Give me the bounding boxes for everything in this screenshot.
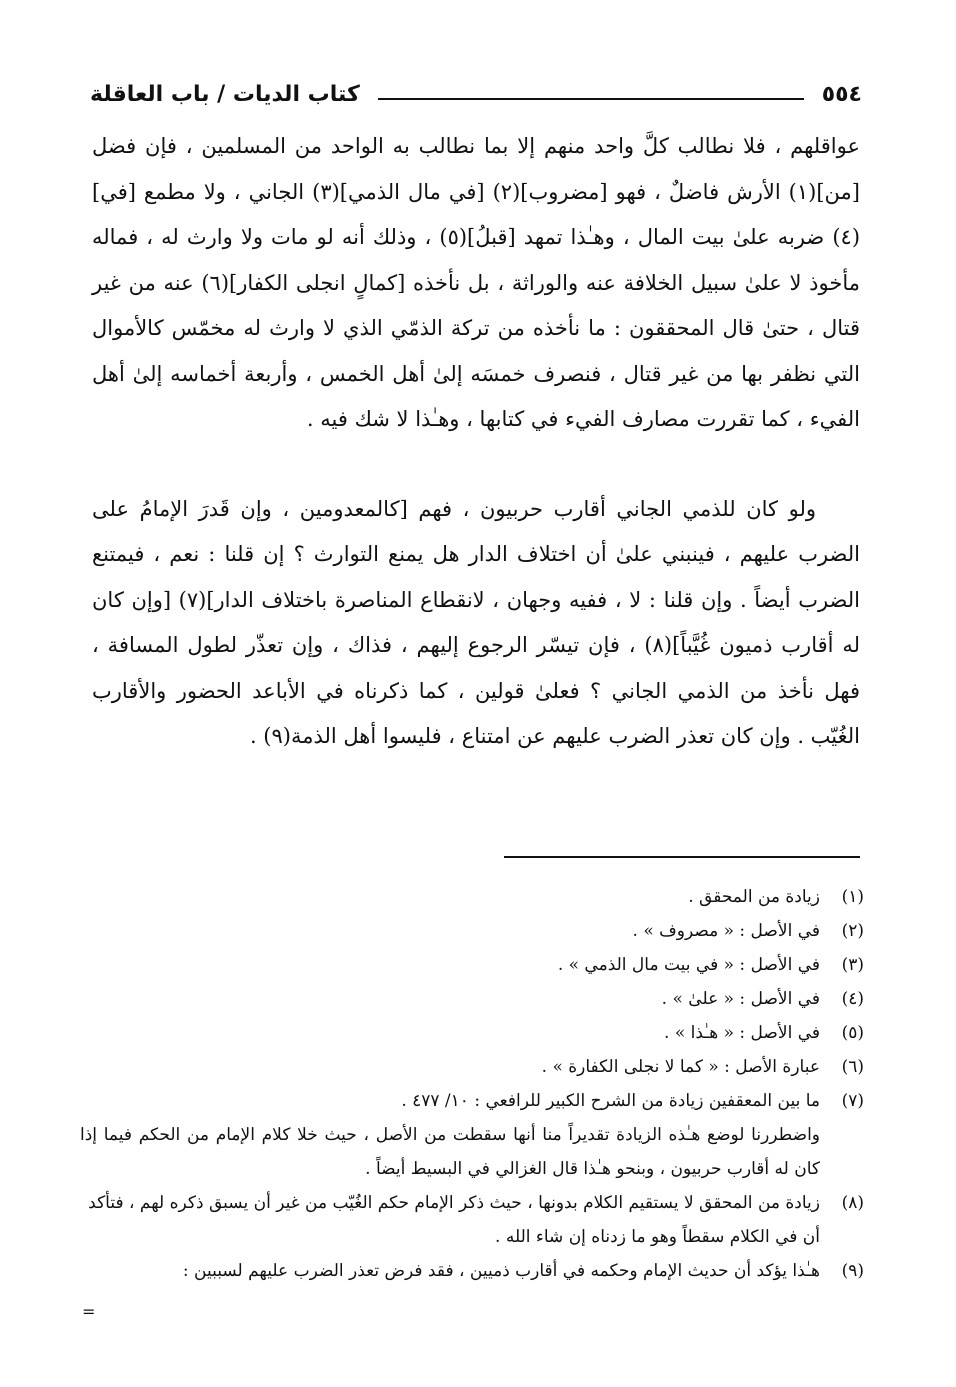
footnote-number: (٨) bbox=[841, 1193, 864, 1213]
footnote-continuation: واضطررنا لوضع هـٰذه الزيادة تقديراً منا أنها سقطت من الأصل ، حيث خلا كلام الإمام من الحكم فيما إذا كان له أقارب حربيون ، وبنحو هـٰذا قال الغزالي في البسيط أيضاً . bbox=[80, 1125, 820, 1179]
footnote bbox=[80, 1016, 864, 1050]
footnote-text: في الأصل : « هـٰذا » . bbox=[664, 1023, 820, 1043]
continuation-mark: = bbox=[82, 1302, 96, 1321]
footnote bbox=[80, 1186, 864, 1254]
footnote bbox=[80, 1050, 864, 1084]
footnote-number: (١) bbox=[841, 887, 864, 907]
footnote-number: (٤) bbox=[841, 989, 864, 1009]
footnote bbox=[80, 1084, 864, 1118]
footnote-text: في الأصل : « في بيت مال الذمي » . bbox=[557, 955, 820, 975]
running-header bbox=[90, 72, 862, 116]
footnote bbox=[80, 880, 864, 914]
footnote-text: زيادة من المحقق . bbox=[688, 887, 820, 907]
footnote-text: ما بين المعقفين زيادة من الشرح الكبير للرافعي : ١٠/ ٤٧٧ . bbox=[401, 1091, 820, 1111]
footnote-text: هـٰذا يؤكد أن حديث الإمام وحكمه في أقارب ذميين ، فقد فرض تعذر الضرب عليهم لسببين : bbox=[182, 1261, 820, 1281]
footnote bbox=[80, 948, 864, 982]
footnote-number: (٩) bbox=[841, 1261, 864, 1281]
footnote-text: زيادة من المحقق لا يستقيم الكلام بدونها ، حيث ذكر الإمام حكم الغُيّب من غير أن يسبق ذكره لهم ، فتأكد أن في الكلام سقطاً وهو ما زدناه إن شاء الله . bbox=[88, 1193, 820, 1247]
footnote-text: في الأصل : « مصروف » . bbox=[632, 921, 820, 941]
footnote-separator bbox=[504, 856, 860, 858]
footnote-number: (٦) bbox=[841, 1057, 864, 1077]
footnote-number: (٢) bbox=[841, 921, 864, 941]
chapter-title: كتاب الديات / باب العاقلة bbox=[90, 81, 360, 107]
footnote bbox=[80, 982, 864, 1016]
footnote-text: في الأصل : « علىٰ » . bbox=[661, 989, 820, 1009]
paragraph-1: عواقلهم ، فلا نطالب كلَّ واحد منهم إلا بما نطالب به الواحد من المسلمين ، فإن فضل [من](١) الأرش فاضلٌ ، فهو [مضروب](٢) [في مال الذمي](٣) الجاني ، ولا مطمع [في](٤) ضربه علىٰ بيت المال ، وهـٰذا تمهد [قبلُ](٥) ، وذلك أنه لو مات ولا وارث له ، فماله مأخوذ لا علىٰ سبيل الخلافة عنه والوراثة ، بل نأخذه [كمالٍ انجلى الكفار](٦) عنه من غير قتال ، حتىٰ قال المحققون : ما نأخذه من تركة الذمّي الذي لا وارث له مخمّس كالأموال التي نظفر بها من غير قتال ، فنصرف خمسَه إلىٰ أهل الخمس ، وأربعة أخماسه إلىٰ أهل الفيء ، كما تقررت مصارف الفيء في كتابها ، وهـٰذا لا شك فيه . bbox=[92, 134, 861, 431]
footnote-number: (٧) bbox=[841, 1091, 864, 1111]
footnote-text: عبارة الأصل : « كما لا نجلى الكفارة » . bbox=[541, 1057, 820, 1077]
footnotes bbox=[80, 880, 864, 1288]
header-rule bbox=[378, 98, 804, 100]
footnote-number: (٣) bbox=[841, 955, 864, 975]
footnote-number: (٥) bbox=[841, 1023, 864, 1043]
page-number: ٥٥٤ bbox=[821, 81, 862, 107]
main-text bbox=[92, 124, 860, 760]
paragraph-2: ولو كان للذمي الجاني أقارب حربيون ، فهم [كالمعدومين ، وإن قَدرَ الإمامُ على الضرب عليهم ، فينبني علىٰ أن اختلاف الدار هل يمنع التوارث ؟ إن قلنا : نعم ، فيمتنع الضرب أيضاً . وإن قلنا : لا ، ففيه وجهان ، لانقطاع المناصرة باختلاف الدار](٧) [وإن كان له أقارب ذميون غُيَّباً](٨) ، فإن تيسّر الرجوع إليهم ، فذاك ، وإن تعذّر لطول المسافة ، فهل نأخذ من الذمي الجاني ؟ فعلىٰ قولين ، كما ذكرناه في الأباعد الحضور والأقارب الغُيّب . وإن كان تعذر الضرب عليهم عن امتناع ، فليسوا أهل الذمة(٩) . bbox=[92, 496, 861, 748]
footnote bbox=[80, 914, 864, 948]
footnote bbox=[80, 1254, 864, 1288]
